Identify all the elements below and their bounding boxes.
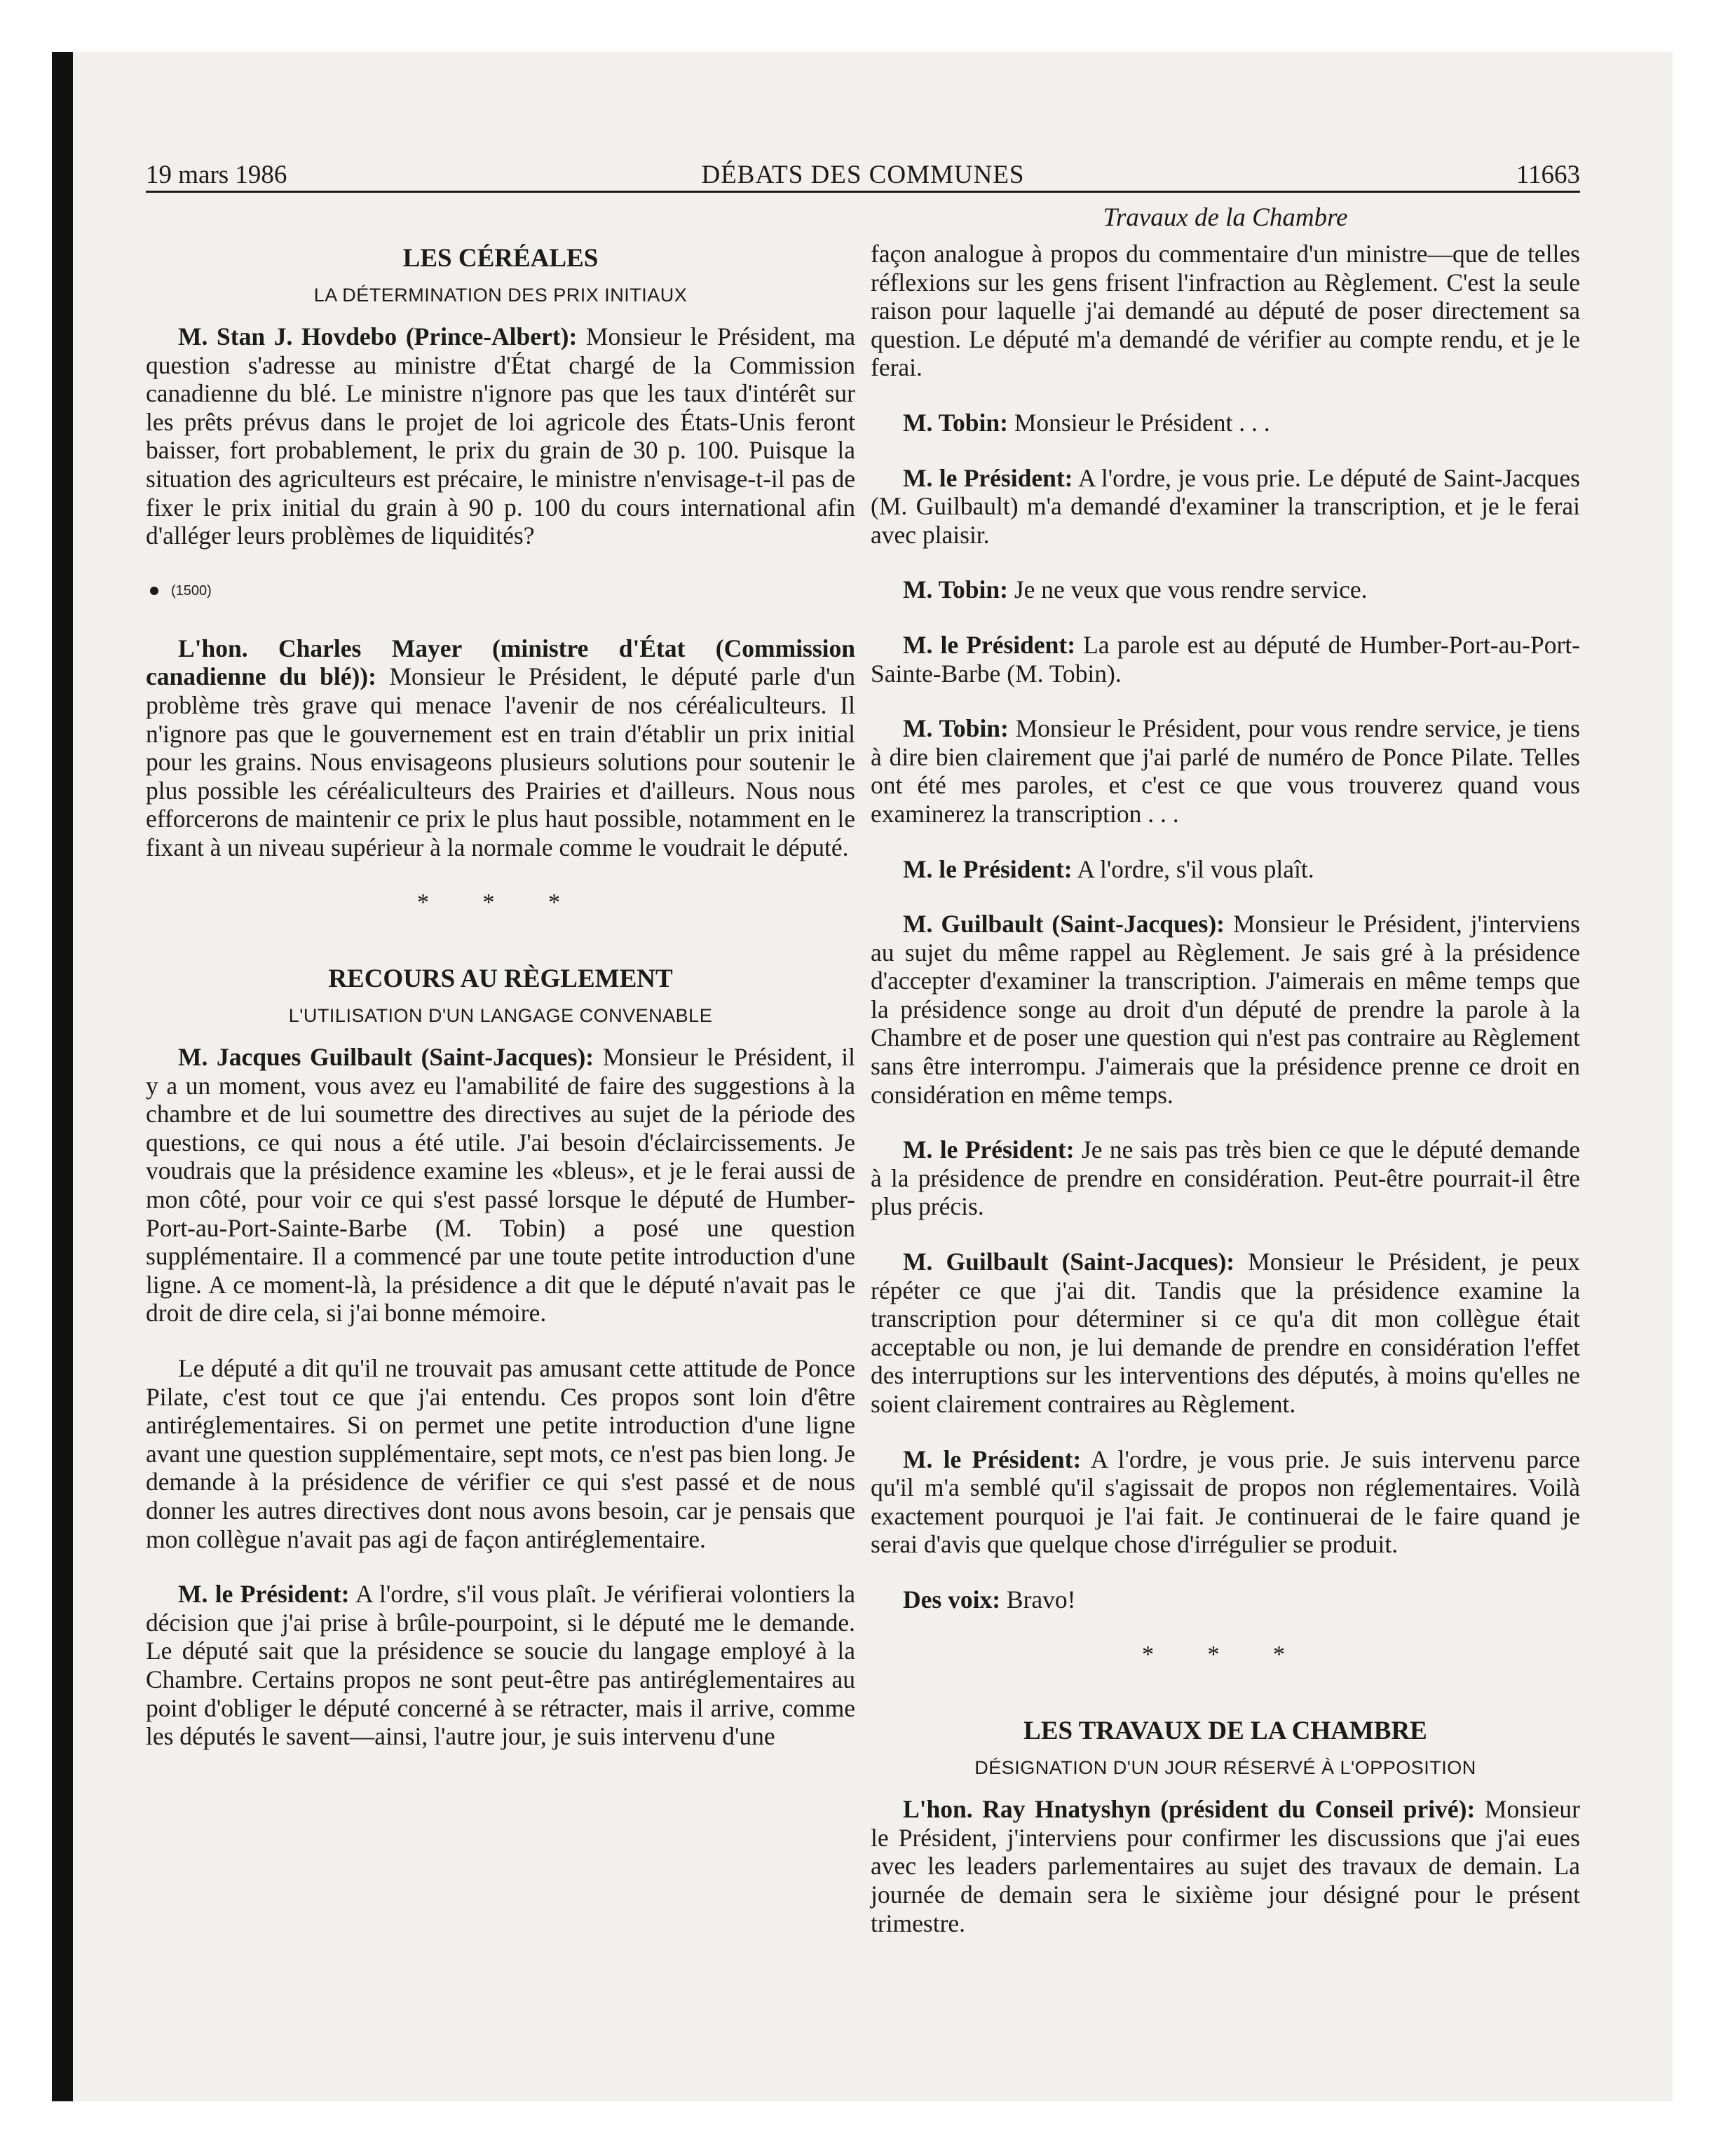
speech-paragraph: M. le Président: A l'ordre, je vous prie. Le député de Saint-Jacques (M. Guilbault) m'a demandé d'examiner la transcription, et je le ferai avec plaisir. [871, 463, 1580, 549]
bullet-icon [150, 587, 158, 595]
scan-binding-edge [52, 52, 73, 2101]
section-heading-cereales: LES CÉRÉALES [402, 244, 599, 273]
speaker-name: M. le Président: [903, 1135, 1075, 1164]
section-separator: * * * [417, 889, 584, 915]
speaker-name: Des voix: [903, 1585, 1001, 1613]
speaker-name: M. le Président: [903, 630, 1076, 659]
speaker-name: M. Tobin: [903, 408, 1008, 437]
speaker-name: M. Guilbault (Saint-Jacques): [903, 910, 1225, 939]
page-header [146, 156, 1580, 195]
speech-paragraph: M. Jacques Guilbault (Saint-Jacques): Monsieur le Président, il y a un moment, vous avez eu l'amabilité de faire des suggestions à la chambre et de lui soumettre des directives au sujet de la période des questions, ce qui nous a été utile. J'ai besoin d'éclaircissements. Je voudrais que la présidence examine les «bleus», et je le ferai aussi de mon côté, pour voir ce qui s'est passé lorsque le député de Humber-Port-au-Port-Sainte-Barbe (M. Tobin) a posé une question supplémentaire. Il a commencé par une toute petite introduction d'une ligne. A ce moment-là, la présidence a dit que le député n'avait pas le droit de dire cela, si j'ai bonne mémoire. [146, 1043, 855, 1328]
time-marker: (1500) [150, 577, 855, 605]
speech-paragraph: M. le Président: La parole est au député de Humber-Port-au-Port-Sainte-Barbe (M. Tobin). [871, 630, 1581, 688]
speaker-name: M. Tobin: [903, 714, 1009, 743]
section-subheading-langage: L'UTILISATION D'UN LANGAGE CONVENABLE [288, 1005, 713, 1027]
right-column [871, 203, 1580, 1964]
speaker-name: M. Jacques Guilbault (Saint-Jacques): [178, 1043, 594, 1072]
speaker-name: L'hon. Charles Mayer (ministre d'État (Commission canadienne du blé)): [146, 634, 855, 691]
speaker-name: M. le Président: [903, 463, 1073, 492]
header-page-number: 11663 [1516, 161, 1580, 189]
speech-paragraph: Le député a dit qu'il ne trouvait pas amusant cette attitude de Ponce Pilate, c'est tout ce que j'ai entendu. Ces propos sont loin d'être antiréglementaires. Si on permet une petite introduction d'une ligne avant une question supplémentaire, sept mots, ce n'est pas bien long. Je demande à la présidence de vérifier ce qui s'est passé et de nous donner les autres directives dont nous avons besoin, car je pensais que mon collègue n'avait pas agi de façon antiréglementaire. [146, 1354, 855, 1553]
speech-paragraph: L'hon. Charles Mayer (ministre d'État (Commission canadienne du blé)): Monsieur le Président, le député parle d'un problème très grave qui menace l'avenir de nos céréaliculteurs. Il n'ignore pas que le gouvernement est en train d'établir un prix initial pour les grains. Nous envisageons plusieurs solutions pour soutenir le plus possible les céréaliculteurs des Prairies et d'ailleurs. Nous nous efforcerons de maintenir ce prix le plus haut possible, notamment en le fixant à un niveau supérieur à la normale comme le voudrait le député. [146, 634, 856, 861]
left-column [146, 203, 855, 1778]
speaker-name: M. Stan J. Hovdebo (Prince-Albert): [178, 322, 578, 350]
speech-paragraph: M. le Président: A l'ordre, je vous prie. Je suis intervenu parce qu'il m'a semblé qu'il s'agissait de propos non réglementaires. Voilà exactement pourquoi je l'ai fait. Je continuerai de le faire quand je serai d'avis que quelque chose d'irrégulier se produit. [871, 1445, 1580, 1559]
speech-paragraph: M. Stan J. Hovdebo (Prince-Albert): Monsieur le Président, ma question s'adresse au ministre d'État chargé de la Commission canadienne du blé. Le ministre n'ignore pas que les taux d'intérêt sur les prêts prévus dans le projet de loi agricole des États-Unis feront baisser, fort probablement, le prix du grain de 30 p. 100. Puisque la situation des agriculteurs est précaire, le ministre n'envisage-t-il pas de fixer le prix initial du grain à 90 p. 100 du cours international afin d'alléger leurs problèmes de liquidités? [146, 322, 855, 550]
speaker-name: L'hon. Ray Hnatyshyn (président du Conseil privé): [903, 1795, 1476, 1824]
speech-paragraph: M. Guilbault (Saint-Jacques): Monsieur le Président, je peux répéter ce que j'ai dit. Tandis que la présidence examine la transcription pour déterminer si ce qu'a dit mon collègue était acceptable ou non, je lui demande de prendre en considération l'effet des interruptions sur les interventions des députés, à moins qu'elles ne soient clairement contraires au Règlement. [871, 1248, 1580, 1418]
speech-paragraph: façon analogue à propos du commentaire d'un ministre—que de telles réflexions sur les gens frisent l'infraction au Règlement. C'est la seule raison pour laquelle j'ai demandé au député de poser directement sa question. Le député m'a demandé de vérifier au compte rendu, et je le ferai. [871, 240, 1580, 382]
speaker-name: M. Tobin: [903, 575, 1008, 604]
speech-paragraph: L'hon. Ray Hnatyshyn (président du Conseil privé): Monsieur le Président, j'interviens pour confirmer les discussions que j'ai eues avec les leaders parlementaires au sujet des travaux de demain. La journée de demain sera le sixième jour désigné pour le présent trimestre. [871, 1795, 1580, 1937]
speech-paragraph: M. le Président: Je ne sais pas très bien ce que le député demande à la présidence de prendre en considération. Peut-être pourrait-il être plus précis. [871, 1135, 1580, 1221]
running-head: Travaux de la Chambre [1103, 203, 1348, 232]
section-separator: * * * [1142, 1641, 1309, 1667]
speaker-name: M. le Président: [903, 854, 1073, 883]
speech-paragraph: M. Tobin: Je ne veux que vous rendre service. [903, 575, 1368, 604]
section-subheading-opposition: DÉSIGNATION D'UN JOUR RÉSERVÉ À L'OPPOSITION [974, 1757, 1476, 1779]
header-rule [146, 191, 1580, 193]
section-heading-travaux: LES TRAVAUX DE LA CHAMBRE [1023, 1717, 1427, 1746]
speech-paragraph: M. le Président: A l'ordre, s'il vous plaît. Je vérifierai volontiers la décision que j'ai prise à brûle-pourpoint, si le député me le demande. Le député sait que la présidence se soucie du langage employé à la Chambre. Certains propos ne sont peut-être pas antiréglementaires au point d'obliger le député concerné à se rétracter, mais il arrive, comme les députés le savent—ainsi, l'autre jour, je suis intervenu d'une [146, 1580, 855, 1751]
speech-paragraph: M. le Président: A l'ordre, s'il vous plaît. [903, 854, 1314, 883]
header-date: 19 mars 1986 [146, 161, 287, 189]
section-subheading-prix: LA DÉTERMINATION DES PRIX INITIAUX [313, 285, 688, 306]
speech-paragraph: Des voix: Bravo! [903, 1585, 1076, 1613]
speaker-name: M. Guilbault (Saint-Jacques): [903, 1248, 1235, 1276]
speaker-name: M. le Président: [178, 1580, 350, 1609]
section-heading-reglement: RECOURS AU RÈGLEMENT [328, 964, 673, 994]
speech-paragraph: M. Guilbault (Saint-Jacques): Monsieur le Président, j'interviens au sujet du même rappel au Règlement. Je sais gré à la présidence d'accepter d'examiner la transcription. J'aimerais en même temps que la présidence songe au droit d'un député de prendre la parole à la Chambre et de poser une question qui n'est pas contraire au Règlement sans être interrompu. J'aimerais que la présidence prenne ce droit en considération en même temps. [871, 910, 1580, 1109]
speech-paragraph: M. Tobin: Monsieur le Président, pour vous rendre service, je tiens à dire bien clairement que j'ai parlé de numéro de Ponce Pilate. Telles ont été mes paroles, et c'est ce que vous trouverez quand vous examinerez la transcription . . . [871, 714, 1580, 828]
speaker-name: M. le Président: [903, 1445, 1082, 1473]
header-publication: DÉBATS DES COMMUNES [701, 161, 1025, 189]
speech-paragraph: M. Tobin: Monsieur le Président . . . [903, 408, 1270, 437]
